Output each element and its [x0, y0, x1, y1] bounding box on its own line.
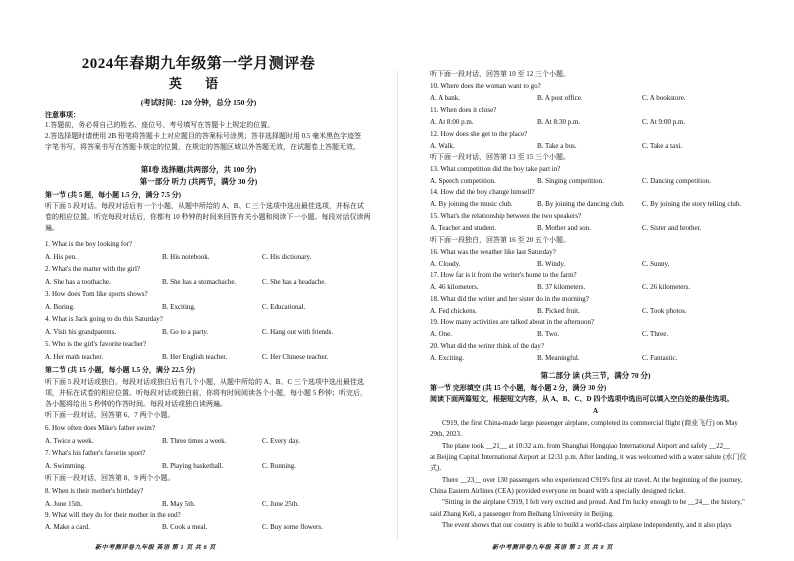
- section1-title: 第一节 (共 5 题，每小题 1.5 分，满分 7.5 分): [45, 191, 181, 199]
- option-c: C. She has a headache.: [262, 278, 327, 286]
- question: 15. What's the relationship between the two speakers?: [430, 212, 582, 220]
- page-footer: 新中考测评卷九年级 英语 第 2 页 共 8 页: [492, 545, 613, 551]
- passage-line: The plane took __21__ at 10:32 a.m. from Shanghai Hongqiao International Airport and safely __22__: [442, 442, 731, 450]
- listening-prompt: 听下面一段独白，回答第 16 至 20 五个小题。: [430, 236, 570, 244]
- option-a: A. Swimming.: [45, 462, 87, 470]
- question: 17. How far is it from the writer's home to the farm?: [430, 271, 577, 279]
- option-a: A. A bank.: [430, 94, 460, 102]
- option-a: A. She has a toothache.: [45, 278, 111, 286]
- option-a: A. Teacher and student.: [430, 224, 497, 232]
- instruction-line: 听下面 5 段对话或独白。每段对话或独白后有几个小题，从题中所给的 A、B、C 三个选项中选出最佳选: [45, 378, 364, 386]
- option-b: B. By joining the dancing club.: [537, 200, 625, 208]
- question: 14. How did the boy change himself?: [430, 188, 535, 196]
- question: 4. What is Jack going to do this Saturday?: [45, 315, 163, 323]
- section2-title: 第二节 (共 15 小题，每小题 1.5 分，满分 22.5 分): [45, 366, 195, 374]
- exam-title: 2024年春期九年级第一学月测评卷: [81, 56, 316, 72]
- option-c: C. June 25th.: [262, 500, 299, 508]
- listening-prompt: 听下面一段对话，回答第 13 至 15 三个小题。: [430, 153, 570, 161]
- passage-line: There __23__ over 130 passengers who experienced C919's first air travel. At the beginning of the journey,: [442, 476, 743, 484]
- part1-title: 第Ⅰ卷 选择题(共两部分，共 100 分): [140, 165, 257, 174]
- option-c: C. Took photos.: [642, 307, 687, 315]
- option-b: B. Windy.: [537, 260, 566, 268]
- option-b: B. She has a stomachache.: [162, 278, 237, 286]
- option-a: A. June 15th.: [45, 500, 83, 508]
- option-a: A. At 8:00 p.m.: [430, 118, 474, 126]
- option-c: C. Buy some flowers.: [262, 523, 323, 531]
- exam-info: (考试时间：120 分钟，总分 150 分): [140, 98, 257, 107]
- question: 18. What did the writer and her sister do in the morning?: [430, 295, 589, 303]
- question: 10. Where does the woman want to go?: [430, 82, 541, 90]
- question: 20. What did the writer think of the day?: [430, 342, 544, 350]
- option-a: A. Walk.: [430, 142, 455, 150]
- option-c: C. Hang out with friends.: [262, 328, 334, 336]
- option-b: B. Exciting.: [162, 303, 196, 311]
- option-c: C. His dictionary.: [262, 253, 312, 261]
- option-a: A. Fed chickens.: [430, 307, 478, 315]
- option-c: C. Her Chinese teacher.: [262, 353, 329, 361]
- instruction-line: 听下面 5 段对话。每段对话后有一个小题，从题中所给的 A、B、C 三个选项中选出最佳选项，并标在试: [45, 202, 364, 210]
- instruction-line: 遍。: [45, 224, 59, 232]
- instruction-line: 项，并标在试卷的相应位置。听每段对话或独白前，你将有时间阅读各个小题，每小题 5 秒钟；听完后，: [45, 389, 367, 397]
- question: 3. How does Tom like sports shows?: [45, 290, 148, 298]
- note-line: 1.答题前，务必将自己的姓名、座位号、考号填写在答题卡上规定的位置。: [45, 121, 275, 129]
- option-c: C. Educational.: [262, 303, 306, 311]
- option-c: C. At 9:00 p.m.: [642, 118, 686, 126]
- option-a: A. 46 kilometers.: [430, 283, 479, 291]
- notes-heading: 注意事项：: [45, 111, 80, 119]
- option-c: C. Sister and brother.: [642, 224, 702, 232]
- option-c: C. Three.: [642, 330, 669, 338]
- option-c: C. 26 kilometers.: [642, 283, 691, 291]
- option-a: A. Cloudy.: [430, 260, 461, 268]
- passage-label: A: [592, 407, 599, 415]
- option-c: C. Every day.: [262, 437, 301, 445]
- cloze-section-title: 第一节 完形填空 (共 15 个小题，每小题 2 分，满分 30 分): [430, 384, 607, 392]
- option-b: B. Take a bus.: [537, 142, 577, 150]
- listening-prompt: 听下面一段对话，回答第 6、7 两个小题。: [45, 411, 175, 419]
- option-a: A. By joining the music club.: [430, 200, 513, 208]
- question: 5. Who is the girl's favorite teacher?: [45, 340, 147, 348]
- subject-title: 英 语: [168, 76, 229, 91]
- option-c: C. Running.: [262, 462, 297, 470]
- listening-prompt: 听下面一段对话，回答第 10 至 12 三个小题。: [430, 70, 570, 78]
- question: 16. What was the weather like last Saturday?: [430, 248, 556, 256]
- passage-line: "Sitting in the airplane C919, I felt very excited and proud. And I'm lucky enough to be __24__ the history,": [442, 498, 745, 506]
- option-b: B. 37 kilometers.: [537, 283, 586, 291]
- cloze-instructions: 阅读下面两篇短文，根据短文内容，从 A、B、C、D 四个选项中选出可以填入空白处的最佳选项。: [430, 395, 734, 403]
- option-a: A. Visit his grandparents.: [45, 328, 117, 336]
- option-b: B. May 5th.: [162, 500, 196, 508]
- option-b: B. Cook a meal.: [162, 523, 208, 531]
- question: 7. What's his father's favorite sport?: [45, 449, 146, 457]
- option-b: B. Go to a party.: [162, 328, 209, 336]
- instruction-line: 卷的相应位置。听完每段对话后，你都有 10 秒钟的时间来回答有关小题和阅读下一小题。每段对话仅读两: [45, 213, 371, 221]
- part2-title: 第二部分 读 (共三节，满分 70 分): [540, 371, 651, 380]
- option-b: B. Mother and son.: [537, 224, 591, 232]
- passage-line: China Eastern Airlines (CEA) provided everyone on board with a specially designed ticket.: [430, 487, 686, 495]
- question: 6. How often does Mike's father swim?: [45, 424, 155, 432]
- option-c: C. By joining the story telling club.: [642, 200, 742, 208]
- note-line: 字笔书写，将答案书写在答题卡规定的位置，在规定的答题区域以外答题无效，在试题卷上答题无效。: [45, 143, 360, 151]
- question: 11. When does it close?: [430, 106, 497, 114]
- option-a: A. Twice a week.: [45, 437, 94, 445]
- option-b: B. Singing competition.: [537, 177, 604, 185]
- option-c: C. Take a taxi.: [642, 142, 683, 150]
- option-b: B. Meaningful.: [537, 354, 580, 362]
- option-a: A. His pen.: [45, 253, 77, 261]
- option-b: B. Picked fruit.: [537, 307, 580, 315]
- option-a: A. Boring.: [45, 303, 75, 311]
- right-page: [397, 0, 794, 561]
- question: 9. What will they do for their mother in the end?: [45, 511, 181, 519]
- option-b: B. Her English teacher.: [162, 353, 228, 361]
- question: 12. How does she get to the place?: [430, 130, 528, 138]
- listening-prompt: 听下面一段对话，回答第 8、9 两个小题。: [45, 474, 175, 482]
- option-b: B. His notebook.: [162, 253, 210, 261]
- passage-line: at Beijing Capital International Airport at 12:31 p.m. After landing, it was welcomed with a water salute (水门仪: [430, 453, 747, 461]
- option-b: B. Three times a week.: [162, 437, 227, 445]
- passage-line: 式).: [430, 464, 442, 472]
- question: 1. What is the boy looking for?: [45, 240, 133, 248]
- option-a: A. Exciting.: [430, 354, 465, 362]
- note-line: 2.答选择题时请使用 2B 铅笔将答题卡上对应题目的答案标号涂黑；答非选择题时用 0.5 毫米黑色字迹签: [45, 132, 362, 140]
- option-a: A. One.: [430, 330, 452, 338]
- option-b: B. Playing basketball.: [162, 462, 224, 470]
- option-b: B. A post office.: [537, 94, 583, 102]
- option-a: A. Make a card.: [45, 523, 90, 531]
- part1-subtitle: 第一部分 听力 (共两节，满分 30 分): [139, 177, 258, 186]
- option-c: C. Dancing competition.: [642, 177, 711, 185]
- passage-line: The event shows that our country is able to build a world-class airplane independently, and it also plays: [442, 521, 732, 529]
- option-c: C. Sunny.: [642, 260, 670, 268]
- passage-line: said Zhang Keli, a passenger from Beihang University in Beijing.: [430, 510, 614, 518]
- option-c: C. Fantastic.: [642, 354, 678, 362]
- option-a: A. Her math teacher.: [45, 353, 104, 361]
- question: 8. When is their mother's birthday?: [45, 487, 144, 495]
- option-a: A. Speech competition.: [430, 177, 496, 185]
- question: 2. What's the matter with the girl?: [45, 265, 141, 273]
- question: 13. What competition did the boy take part in?: [430, 165, 561, 173]
- passage-line: 29th, 2023.: [430, 430, 462, 438]
- page-footer: 新中考测评卷九年级 英语 第 1 页 共 8 页: [95, 545, 216, 551]
- option-b: B. Two.: [537, 330, 560, 338]
- option-b: B. At 8:30 p.m.: [537, 118, 581, 126]
- question: 19. How many activities are talked about in the afternoon?: [430, 318, 595, 326]
- option-c: C. A bookstore.: [642, 94, 686, 102]
- instruction-line: 各小题将给出 5 秒钟的作答时间。每段对话或独白读两遍。: [45, 400, 227, 408]
- passage-line: C919, the first China-made large passenger airplane, completed its commercial flight (商业飞行) on May: [442, 419, 738, 427]
